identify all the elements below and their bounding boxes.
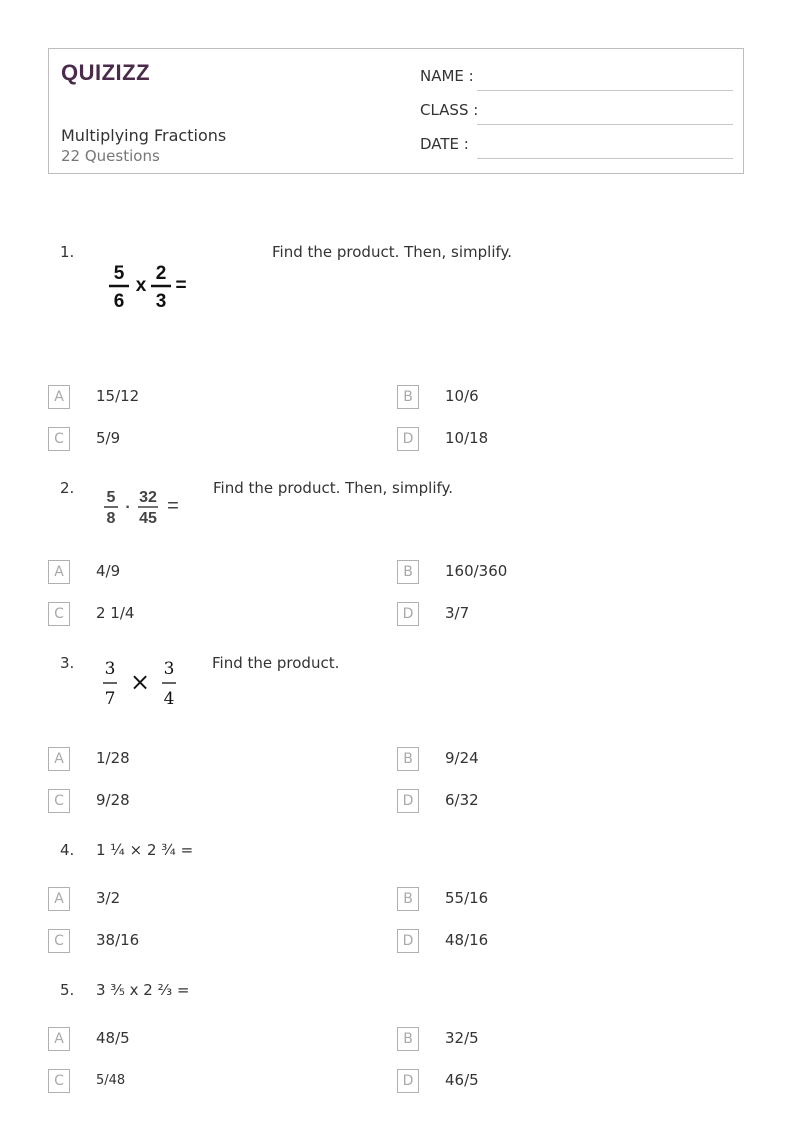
option-text: 10/6 (445, 387, 479, 405)
q2-frac-b-denominator: 45 (139, 510, 157, 527)
class-line[interactable] (477, 124, 733, 125)
option-text: 3/7 (445, 604, 470, 622)
question-count: 22 Questions (61, 147, 160, 165)
q3-frac-b-numerator: 3 (163, 659, 175, 679)
date-label: DATE : (420, 135, 469, 153)
question-number: 1. (60, 243, 75, 261)
q3-frac-a-denominator: 7 (104, 689, 116, 709)
question-3-expression (98, 656, 184, 710)
name-line[interactable] (477, 90, 733, 91)
option-letter: D (397, 1069, 419, 1093)
option-letter: B (397, 385, 419, 409)
option-letter: C (48, 427, 70, 451)
question-text: Find the product. Then, simplify. (272, 243, 513, 261)
option-text: 32/5 (445, 1029, 479, 1047)
question-number: 4. (60, 841, 75, 859)
option-letter: D (397, 929, 419, 953)
option-text: 48/5 (96, 1029, 130, 1047)
option-text: 5/48 (96, 1073, 126, 1088)
option-letter: D (397, 602, 419, 626)
option-letter: C (48, 929, 70, 953)
option-letter: A (48, 747, 70, 771)
option-letter: A (48, 560, 70, 584)
q2-frac-a-numerator: 5 (106, 489, 116, 506)
q2-frac-a-denominator: 8 (106, 510, 116, 527)
option-letter: C (48, 789, 70, 813)
q3-frac-b-denominator: 4 (163, 689, 175, 709)
svg-text:QUIZIZZ: QUIZIZZ (61, 60, 151, 85)
option-letter: A (48, 1027, 70, 1051)
worksheet-header (48, 48, 744, 174)
option-text: 48/16 (445, 931, 489, 949)
q1-equals: = (175, 275, 187, 296)
option-text: 4/9 (96, 562, 121, 580)
option-letter: D (397, 789, 419, 813)
option-text: 15/12 (96, 387, 140, 405)
question-number: 3. (60, 654, 75, 672)
q1-frac-a-numerator: 5 (113, 263, 125, 284)
q2-equals: = (167, 495, 179, 517)
option-letter: B (397, 747, 419, 771)
option-letter: C (48, 602, 70, 626)
question-text: 3 ³⁄₅ x 2 ²⁄₃ = (96, 981, 190, 999)
q1-frac-b-denominator: 3 (155, 291, 167, 312)
option-text: 5/9 (96, 429, 121, 447)
option-letter: B (397, 1027, 419, 1051)
option-text: 9/28 (96, 791, 130, 809)
q1-frac-a-denominator: 6 (113, 291, 125, 312)
option-letter: A (48, 887, 70, 911)
option-text: 3/2 (96, 889, 121, 907)
option-text: 2 1/4 (96, 604, 135, 622)
quizizz-logo (61, 59, 161, 87)
option-letter: D (397, 427, 419, 451)
option-text: 46/5 (445, 1071, 479, 1089)
option-text: 6/32 (445, 791, 479, 809)
option-text: 9/24 (445, 749, 479, 767)
q1-frac-b-numerator: 2 (155, 263, 167, 284)
date-field[interactable] (420, 135, 733, 159)
date-line[interactable] (477, 158, 733, 159)
option-text: 55/16 (445, 889, 489, 907)
option-letter: B (397, 560, 419, 584)
class-label: CLASS : (420, 101, 479, 119)
option-text: 38/16 (96, 931, 140, 949)
worksheet-title: Multiplying Fractions (61, 126, 227, 145)
option-letter: C (48, 1069, 70, 1093)
option-letter: A (48, 385, 70, 409)
question-text: Find the product. Then, simplify. (213, 479, 454, 497)
option-text: 1/28 (96, 749, 130, 767)
class-field[interactable] (420, 101, 733, 125)
question-text: 1 ¼ × 2 ¾ = (96, 841, 194, 859)
option-text: 10/18 (445, 429, 489, 447)
question-text: Find the product. (212, 654, 340, 672)
q2-frac-b-numerator: 32 (139, 489, 157, 506)
q1-operator: x (135, 275, 147, 296)
q3-frac-a-numerator: 3 (104, 659, 116, 679)
question-2-expression (96, 485, 188, 529)
option-text: 160/360 (445, 562, 508, 580)
name-label: NAME : (420, 67, 474, 85)
option-letter: B (397, 887, 419, 911)
question-number: 2. (60, 479, 75, 497)
q3-operator: × (129, 668, 151, 696)
name-field[interactable] (420, 67, 733, 91)
question-number: 5. (60, 981, 75, 999)
question-1-expression (104, 258, 194, 316)
q2-operator: · (125, 499, 131, 516)
